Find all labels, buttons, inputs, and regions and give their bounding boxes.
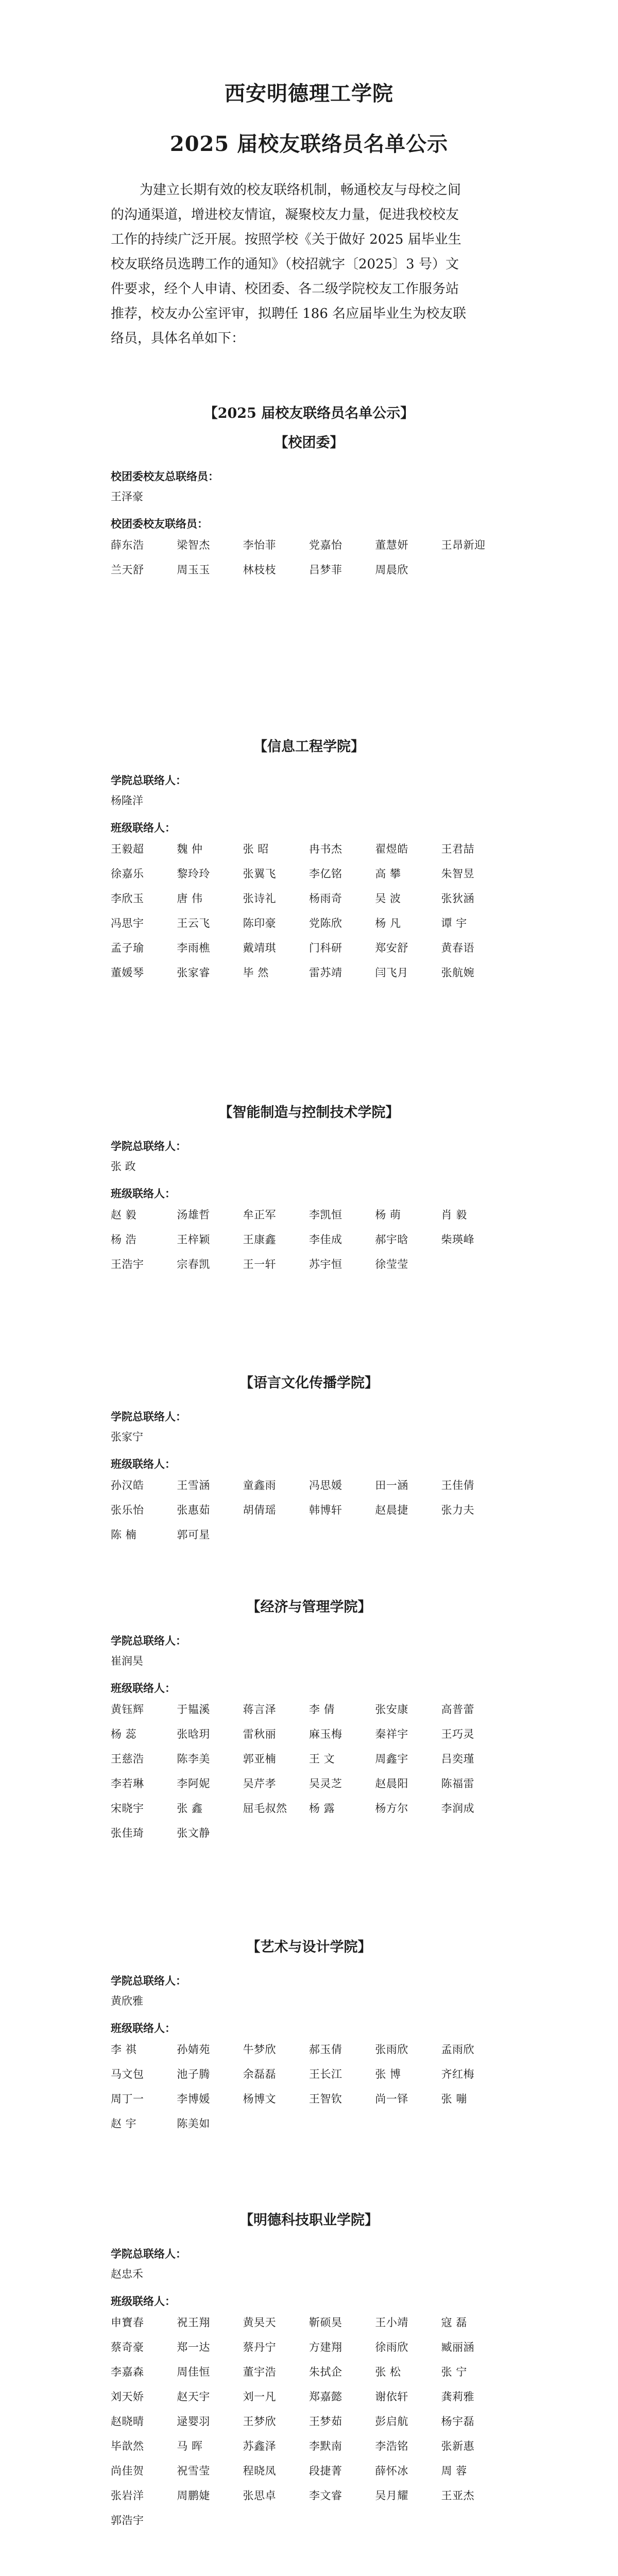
contact-name: 周玉玉: [177, 564, 210, 576]
contact-name: 门科研: [308, 942, 342, 954]
contact-name: 王慈浩: [111, 1753, 144, 1765]
contact-name: 靳硕昊: [308, 2316, 342, 2329]
contact-name: 王昂新迎: [441, 539, 486, 551]
contact-name: 冯思宇: [111, 917, 144, 929]
contact-name: 杨 浩: [111, 1233, 137, 1246]
contact-name: 蒋言泽: [243, 1703, 277, 1716]
contact-name: 朱拭企: [308, 2366, 342, 2378]
contact-name: 李浩铭: [375, 2440, 408, 2452]
contact-name: 梁智杰: [177, 539, 210, 551]
contact-name: 张 嘣: [441, 2093, 467, 2105]
class-contact-grid: [111, 533, 507, 582]
contact-name: 赵天宇: [177, 2391, 210, 2403]
intro-line: 的沟通渠道，增进校友情谊，凝聚校友力量，促进我校校友: [111, 207, 459, 223]
intro-paragraph: [111, 178, 507, 351]
contact-name: 蔡丹宁: [243, 2341, 277, 2353]
contact-name: 张 鑫: [177, 1802, 203, 1815]
contact-name: 吴芹孝: [243, 1777, 277, 1790]
contact-name: 王梦欣: [243, 2415, 277, 2428]
contact-name: 杨 萌: [375, 1209, 401, 1221]
contact-name: 冉书杰: [308, 843, 342, 855]
contact-name: 陈美如: [177, 2117, 210, 2130]
contact-name: 王小靖: [375, 2316, 408, 2329]
contact-name: 张 博: [375, 2068, 401, 2080]
contact-name: 李默南: [308, 2440, 342, 2452]
contact-name: 党陈欣: [308, 917, 342, 929]
contact-name: 郭可星: [177, 1529, 210, 1541]
section-title: 【艺术与设计学院】: [246, 1939, 372, 1955]
class-contact-grid: [111, 837, 507, 985]
contact-name: 段捷菁: [308, 2465, 342, 2477]
contact-name: 兰天舒: [111, 564, 144, 576]
college-contact-label: 校团委校友总联络员：: [111, 470, 219, 483]
contact-name: 董慧妍: [375, 539, 408, 551]
contact-name: 马文包: [111, 2068, 144, 2080]
contact-name: 王长江: [308, 2068, 342, 2080]
contact-name: 张翼飞: [243, 868, 277, 880]
college-section: [111, 737, 507, 985]
contact-name: 毕歆然: [111, 2440, 144, 2452]
contact-name: 张文静: [177, 1827, 210, 1839]
document-subtitle: 2025 届校友联络员名单公示: [169, 132, 449, 156]
contact-name: 汤雄哲: [177, 1209, 210, 1221]
contact-name: 高普蕾: [441, 1703, 475, 1716]
class-contact-grid: [111, 2037, 507, 2136]
contact-name: 童鑫雨: [243, 1479, 277, 1492]
contact-name: 李 倩: [308, 1703, 335, 1716]
contact-name: 戴靖琪: [243, 942, 277, 954]
section-title: 【明德科技职业学院】: [239, 2212, 379, 2228]
contact-name: 徐嘉乐: [111, 868, 144, 880]
contact-name: 张雨欣: [375, 2043, 408, 2056]
contact-name: 陈 楠: [111, 1529, 137, 1541]
contact-name: 张力夫: [441, 1504, 475, 1516]
contact-name: 谭 宇: [441, 917, 467, 929]
contact-name: 吕梦菲: [308, 564, 342, 576]
contact-name: 张 宁: [441, 2366, 467, 2378]
contact-name: 李欣玉: [111, 892, 144, 905]
contact-name: 张岩洋: [111, 2489, 144, 2502]
college-contact-name: 张家宁: [111, 1431, 143, 1443]
contact-name: 程晓凤: [243, 2465, 277, 2477]
contact-name: 陈印豪: [243, 917, 277, 929]
contact-name: 唐 伟: [177, 892, 203, 905]
contact-name: 杨 凡: [375, 917, 401, 929]
contact-name: 周晨欣: [375, 564, 408, 576]
contact-name: 董媛琴: [111, 967, 144, 979]
college-contact-label: 学院总联络人：: [111, 2247, 186, 2260]
contact-name: 李阿妮: [177, 1777, 210, 1790]
college-contact-label: 学院总联络人：: [111, 1140, 186, 1153]
contact-name: 赵晨阳: [375, 1777, 408, 1790]
college-section: [111, 1937, 507, 2136]
contact-name: 李亿铭: [308, 868, 342, 880]
contact-name: 秦祥宇: [375, 1728, 408, 1740]
contact-name: 张航婉: [441, 967, 475, 979]
contact-name: 王康鑫: [243, 1233, 277, 1246]
contact-name: 郝玉倩: [308, 2043, 342, 2056]
contact-name: 林枝枝: [243, 564, 277, 576]
contact-name: 周丁一: [111, 2093, 144, 2105]
contact-name: 王云飞: [177, 917, 210, 929]
contact-name: 王巧灵: [441, 1728, 475, 1740]
section-title: 【校团委】: [274, 435, 344, 451]
contact-name: 孟雨欣: [441, 2043, 475, 2056]
contact-name: 张 昭: [243, 843, 269, 855]
list-heading: 【2025 届校友联络员名单公示】: [203, 405, 415, 421]
college-contact-name: 张 政: [111, 1160, 136, 1173]
contact-name: 郝宇晗: [375, 1233, 408, 1246]
contact-name: 王梦茹: [308, 2415, 342, 2428]
contact-name: 杨宇磊: [441, 2415, 475, 2428]
section-title: 【经济与管理学院】: [246, 1599, 372, 1615]
contact-name: 党嘉怡: [308, 539, 342, 551]
contact-name: 柴瑛峰: [441, 1233, 475, 1246]
class-contact-label: 班级联络人：: [111, 2022, 176, 2035]
contact-name: 陈李美: [177, 1753, 210, 1765]
college-contact-name: 黄欣雅: [111, 1995, 143, 2007]
contact-name: 周鹏婕: [177, 2489, 210, 2502]
contact-name: 韩博轩: [308, 1504, 342, 1516]
contact-name: 屈毛叔然: [243, 1802, 287, 1815]
contact-name: 牟正军: [243, 1209, 277, 1221]
intro-line: 工作的持续广泛开展。按照学校《关于做好 2025 届毕业生: [111, 232, 461, 247]
contact-name: 寇 磊: [441, 2316, 467, 2329]
contact-name: 宋晓宇: [111, 1802, 144, 1815]
contact-name: 毕 然: [243, 967, 269, 979]
contact-name: 牛梦欣: [243, 2043, 277, 2056]
college-contact-label: 学院总联络人：: [111, 1410, 186, 1423]
contact-name: 李佳成: [308, 1233, 342, 1246]
contact-name: 薛东浩: [111, 539, 144, 551]
section-title: 【信息工程学院】: [253, 739, 365, 755]
contact-name: 朱智昱: [441, 868, 475, 880]
contact-name: 李嘉森: [111, 2366, 144, 2378]
contact-name: 张安康: [375, 1703, 408, 1716]
contact-name: 雷苏靖: [308, 967, 342, 979]
contact-name: 张诗礼: [243, 892, 277, 905]
college-section: [111, 1597, 507, 1845]
contact-name: 孙婧苑: [177, 2043, 210, 2056]
contact-name: 尚佳贺: [111, 2465, 144, 2477]
section-title: 【智能制造与控制技术学院】: [218, 1105, 400, 1121]
contact-name: 麻玉梅: [308, 1728, 342, 1740]
contact-name: 黄旲天: [243, 2316, 277, 2329]
contact-name: 祝雪莹: [177, 2465, 210, 2477]
contact-name: 张佳琦: [111, 1827, 144, 1839]
contact-name: 王君喆: [441, 843, 475, 855]
class-contact-label: 班级联络人：: [111, 1458, 176, 1470]
contact-name: 赵 毅: [111, 1209, 137, 1221]
contact-name: 吴灵芝: [308, 1777, 342, 1790]
contact-name: 方建翔: [308, 2341, 342, 2353]
college-contact-name: 赵忠禾: [111, 2268, 143, 2280]
contact-name: 闫飞月: [375, 967, 408, 979]
class-contact-label: 班级联络人：: [111, 821, 176, 834]
contact-name: 郑安舒: [375, 942, 408, 954]
contact-name: 李怡菲: [243, 539, 277, 551]
contact-name: 李文睿: [308, 2489, 342, 2502]
contact-name: 魏 仲: [177, 843, 203, 855]
contact-name: 胡倩瑶: [243, 1504, 277, 1516]
contact-name: 田一涵: [375, 1479, 408, 1492]
class-contact-label: 班级联络人：: [111, 2295, 176, 2308]
contact-name: 杨雨奇: [308, 892, 342, 905]
contact-name: 马 晖: [177, 2440, 203, 2452]
contact-name: 王佳倩: [441, 1479, 475, 1492]
contact-name: 于韫溪: [177, 1703, 210, 1716]
contact-name: 郑一达: [177, 2341, 210, 2353]
contact-name: 张新惠: [441, 2440, 475, 2452]
class-contact-label: 班级联络人：: [111, 1187, 176, 1200]
contact-name: 杨 蕊: [111, 1728, 137, 1740]
contact-name: 李博媛: [177, 2093, 210, 2105]
college-section: [111, 433, 507, 582]
contact-name: 蔡奇豪: [111, 2341, 144, 2353]
class-contact-grid: [111, 1697, 507, 1845]
intro-line: 推荐，校友办公室评审，拟聘任 186 名应届毕业生为校友联: [111, 306, 467, 321]
contact-name: 王浩宇: [111, 1258, 144, 1270]
contact-name: 孙汉皓: [111, 1479, 144, 1492]
contact-name: 周鑫宇: [375, 1753, 408, 1765]
contact-name: 宗春凯: [177, 1258, 210, 1270]
contact-name: 肖 毅: [441, 1209, 467, 1221]
contact-name: 张家睿: [177, 967, 210, 979]
contact-name: 苏宇恒: [308, 1258, 342, 1270]
contact-name: 臧丽涵: [441, 2341, 475, 2353]
contact-name: 黄钰辉: [111, 1703, 144, 1716]
contact-name: 郭亚楠: [243, 1753, 277, 1765]
contact-name: 吴月耀: [375, 2489, 408, 2502]
contact-name: 苏鑫泽: [243, 2440, 277, 2452]
class-contact-grid: [111, 1202, 507, 1277]
contact-name: 赵 宇: [111, 2117, 137, 2130]
college-contact-name: 王泽豪: [111, 490, 143, 503]
contact-name: 翟煜皓: [375, 843, 408, 855]
contact-name: 张狄涵: [441, 892, 475, 905]
contact-name: 陈福雷: [441, 1777, 475, 1790]
contact-name: 李润成: [441, 1802, 475, 1815]
contact-name: 王亚杰: [441, 2489, 475, 2502]
contact-name: 周 蓉: [441, 2465, 467, 2477]
contact-name: 杨 露: [308, 1802, 335, 1815]
contact-name: 黎玲玲: [177, 868, 210, 880]
college-section: [111, 1103, 507, 1277]
contact-name: 张思卓: [243, 2489, 277, 2502]
contact-name: 张晗玥: [177, 1728, 210, 1740]
college-contact-label: 学院总联络人：: [111, 1974, 186, 1987]
contact-name: 冯思媛: [308, 1479, 342, 1492]
contact-name: 刘一凡: [243, 2391, 277, 2403]
contact-name: 董宇浩: [243, 2366, 277, 2378]
contact-name: 雷秋丽: [243, 1728, 277, 1740]
contact-name: 池子腾: [177, 2068, 210, 2080]
contact-name: 张乐怡: [111, 1504, 144, 1516]
contact-name: 周佳恒: [177, 2366, 210, 2378]
intro-line: 为建立长期有效的校友联络机制，畅通校友与母校之间: [140, 182, 461, 198]
contact-name: 徐雨欣: [375, 2341, 408, 2353]
contact-name: 王雪涵: [177, 1479, 210, 1492]
contact-name: 郭浩宇: [111, 2514, 144, 2527]
contact-name: 杨方尔: [375, 1802, 408, 1815]
contact-name: 尚一铎: [375, 2093, 408, 2105]
intro-line: 件要求，经个人申请、校团委、各二级学院校友工作服务站: [111, 281, 459, 297]
contact-name: 黄春语: [441, 942, 475, 954]
college-contact-name: 杨隆洋: [111, 794, 143, 807]
contact-name: 杨博文: [243, 2093, 277, 2105]
contact-name: 李雨樵: [177, 942, 210, 954]
class-contact-label: 校团委校友联络员：: [111, 517, 208, 530]
contact-name: 刘天娇: [111, 2391, 144, 2403]
contact-name: 薛怀冰: [375, 2465, 408, 2477]
college-section: [111, 2210, 507, 2533]
class-contact-label: 班级联络人：: [111, 1682, 176, 1694]
contact-name: 祝王翔: [177, 2316, 210, 2329]
contact-name: 申寶春: [111, 2316, 144, 2329]
contact-name: 余磊磊: [243, 2068, 277, 2080]
contact-name: 高 攀: [375, 868, 401, 880]
contact-name: 张 松: [375, 2366, 401, 2378]
contact-name: 郑嘉懿: [308, 2391, 342, 2403]
class-contact-grid: [111, 2310, 507, 2533]
intro-line: 络员，具体名单如下：: [111, 331, 245, 346]
college-section: [111, 1373, 507, 1547]
contact-name: 李若琳: [111, 1777, 144, 1790]
class-contact-grid: [111, 1473, 507, 1547]
contact-name: 李凯恒: [308, 1209, 342, 1221]
contact-name: 龚莉雅: [441, 2391, 475, 2403]
contact-name: 王 文: [308, 1753, 335, 1765]
contact-name: 赵晨捷: [375, 1504, 408, 1516]
contact-name: 徐莹莹: [375, 1258, 408, 1270]
contact-name: 张惠茹: [177, 1504, 210, 1516]
college-contact-name: 崔润昊: [111, 1655, 143, 1667]
college-contact-label: 学院总联络人：: [111, 774, 186, 787]
contact-name: 孟子瑜: [111, 942, 144, 954]
contact-name: 谢依轩: [375, 2391, 408, 2403]
contact-name: 王一轩: [243, 1258, 277, 1270]
contact-name: 彭启航: [375, 2415, 408, 2428]
contact-name: 李 祺: [111, 2043, 137, 2056]
college-contact-label: 学院总联络人：: [111, 1634, 186, 1647]
contact-name: 吕奕瑾: [441, 1753, 475, 1765]
contact-name: 赵晓晴: [111, 2415, 144, 2428]
contact-name: 王梓颖: [177, 1233, 210, 1246]
contact-name: 王智钦: [308, 2093, 342, 2105]
document-title: 西安明德理工学院: [225, 81, 393, 106]
contact-name: 齐红梅: [441, 2068, 475, 2080]
section-title: 【语言文化传播学院】: [239, 1375, 379, 1391]
contact-name: 吴 波: [375, 892, 401, 905]
contact-name: 王毅超: [111, 843, 144, 855]
intro-line: 校友联络员选聘工作的通知》（校招就字〔2025〕3 号）文: [111, 257, 459, 272]
contact-name: 逯婴羽: [177, 2415, 210, 2428]
